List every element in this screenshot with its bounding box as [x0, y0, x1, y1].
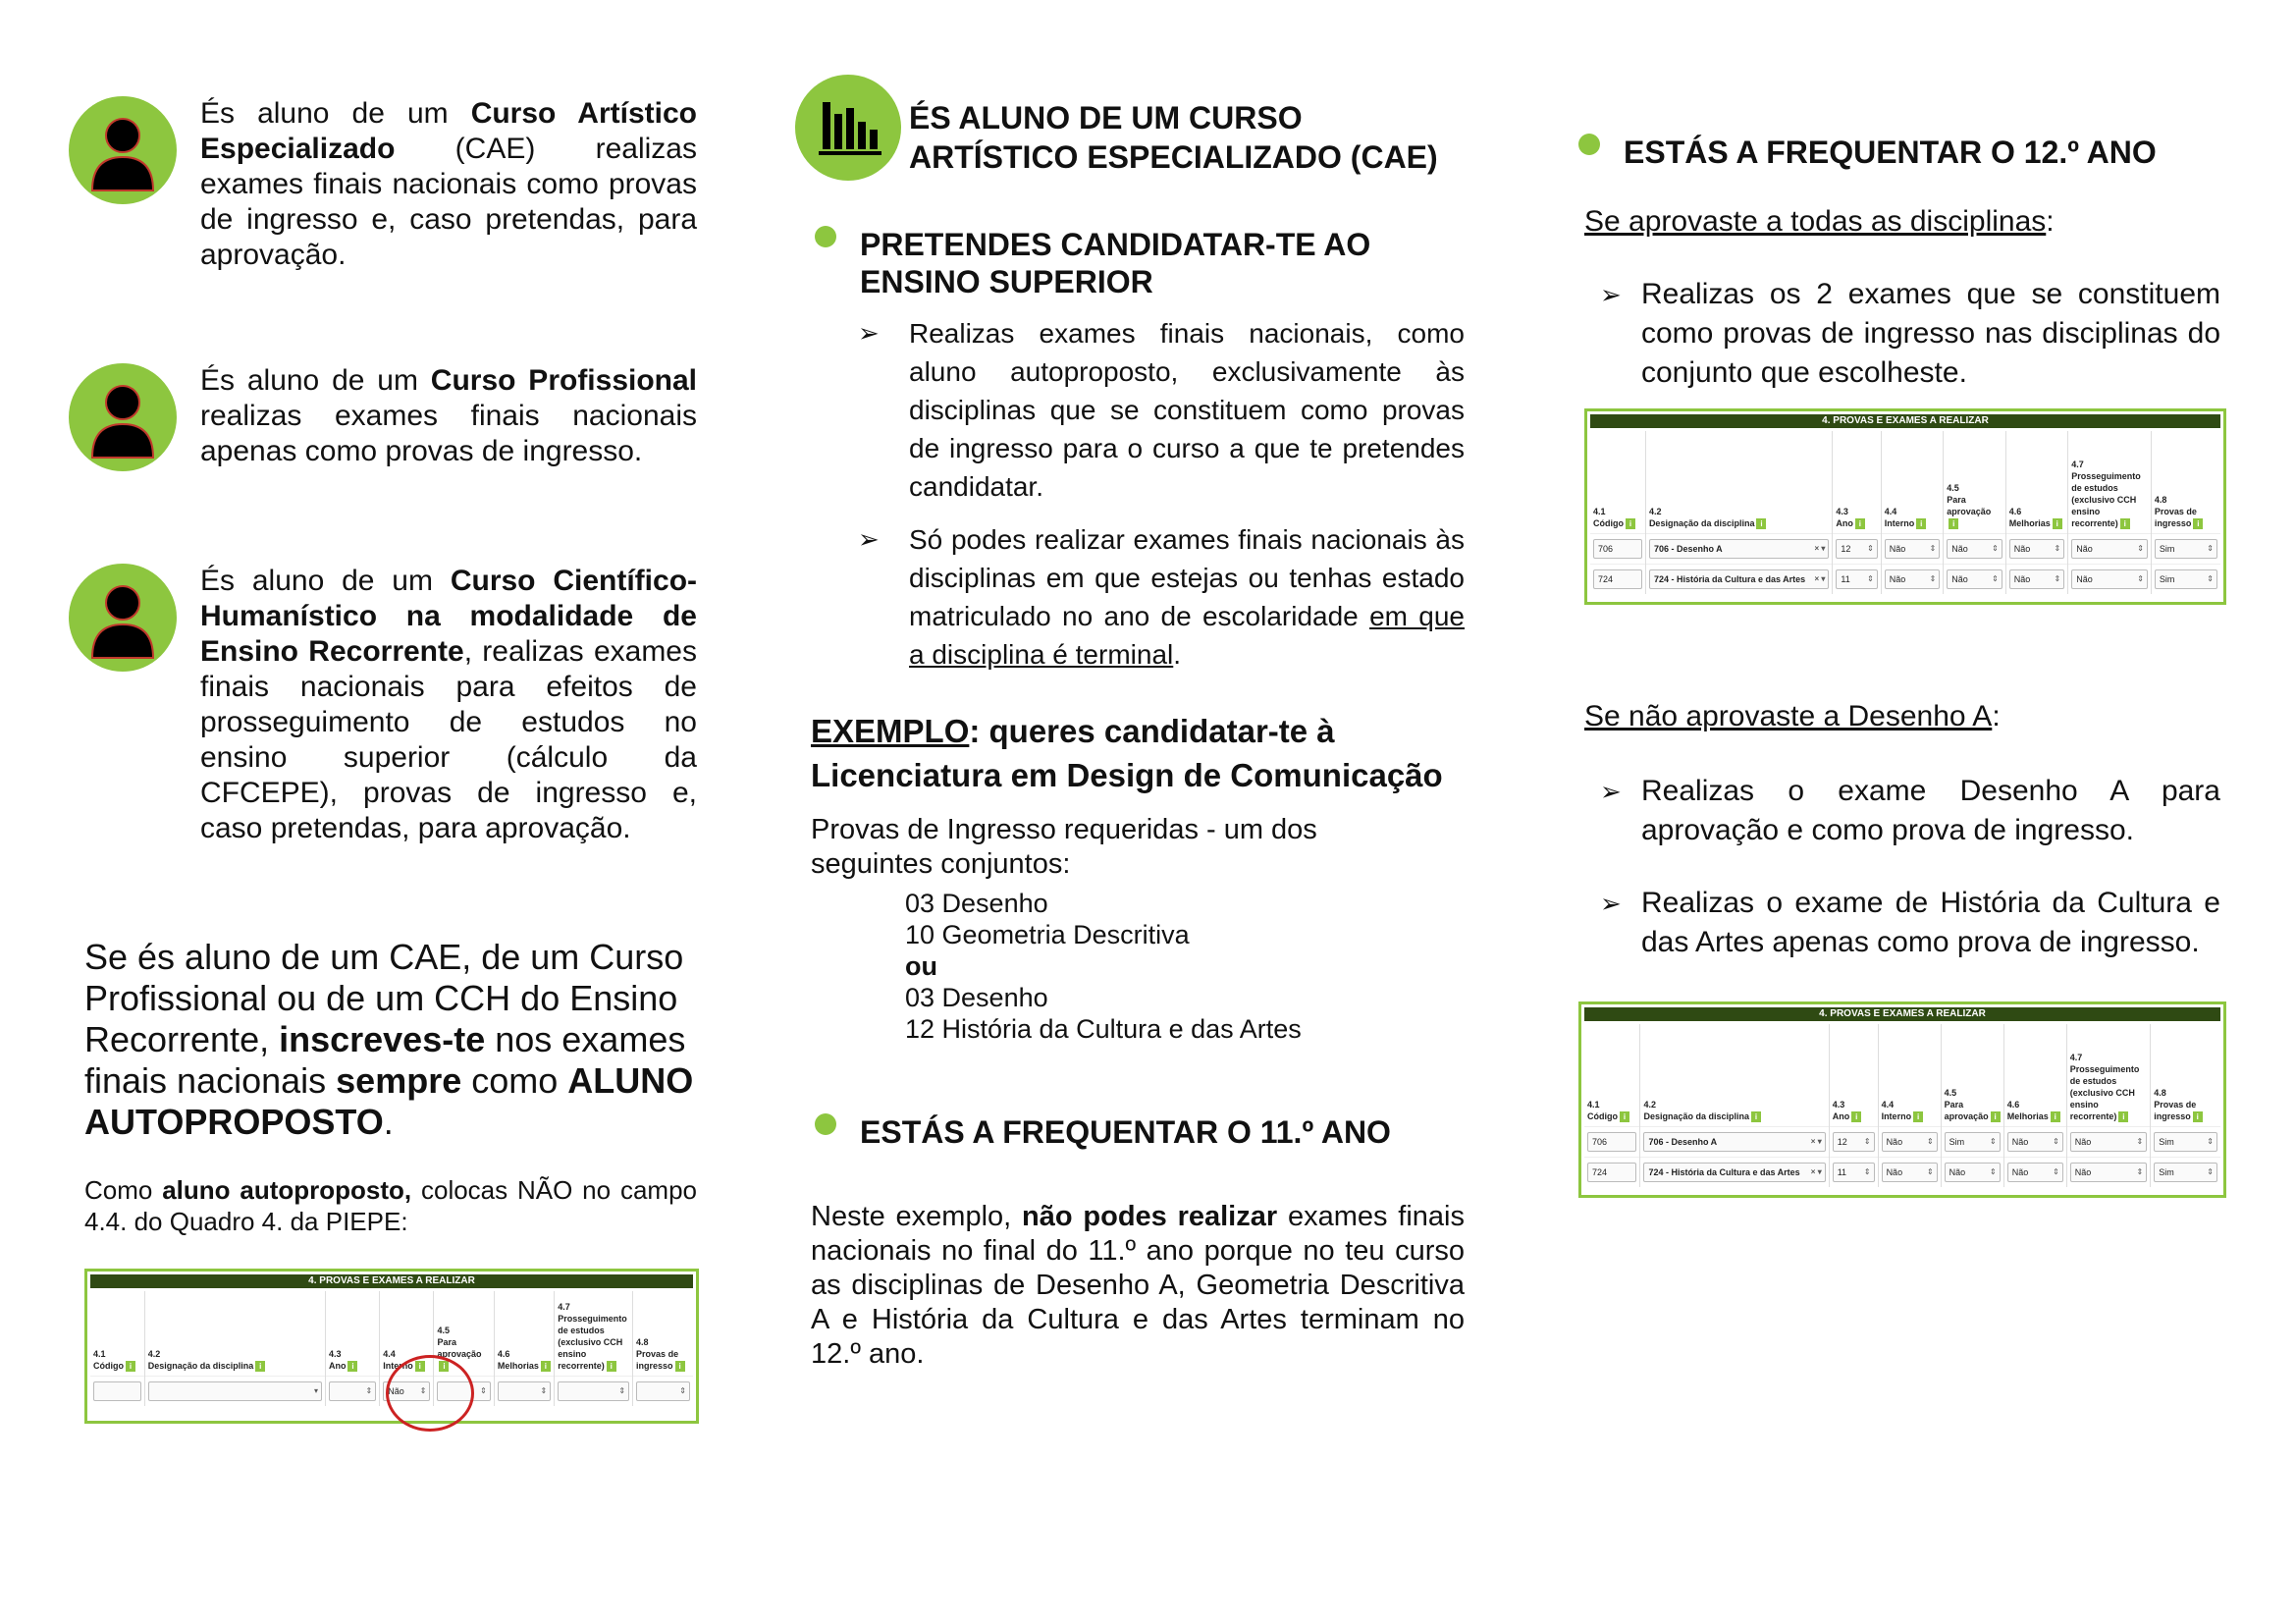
section-heading-12-ano: ESTÁS A FREQUENTAR O 12.º ANO	[1624, 135, 2157, 170]
page-title: ÉS ALUNO DE UM CURSO ARTÍSTICO ESPECIALIZADO (CAE)	[909, 100, 1438, 175]
codigo-field[interactable]: 706	[1593, 539, 1642, 559]
col-header: 4.3 Ano i	[1829, 1024, 1878, 1126]
section-heading-11-ano: ESTÁS A FREQUENTAR O 11.º ANO	[860, 1114, 1391, 1150]
form-title: 4. PROVAS E EXAMES A REALIZAR	[1590, 414, 2220, 428]
ingresso-select[interactable]: Sim ⇕	[2154, 1163, 2217, 1182]
interno-select[interactable]: Não ⇕	[1882, 1132, 1938, 1152]
table-row	[1590, 564, 2220, 594]
piepe-note: Como aluno autoproposto, colocas NÃO no campo 4.4. do Quadro 4. da PIEPE:	[84, 1175, 697, 1236]
prosseguimento-select[interactable]: ⇕	[558, 1381, 629, 1401]
melhorias-select[interactable]: Não ⇕	[2007, 1132, 2063, 1152]
codigo-field[interactable]: 724	[1593, 569, 1642, 589]
col-header: 4.5 Para aprovação i	[1941, 1024, 2003, 1126]
prosseguimento-select[interactable]: Não ⇕	[2071, 539, 2148, 559]
prosseguimento-select[interactable]: Não ⇕	[2070, 1132, 2147, 1152]
option-set-1: 03 Desenho 10 Geometria Descritiva ou 03 Desenho 12 História da Cultura e das Artes	[905, 889, 1302, 1044]
ano-select[interactable]: 12 ⇕	[1833, 1132, 1875, 1152]
ano-select[interactable]: 11 ⇕	[1833, 1163, 1875, 1182]
arrow-bullet-icon: ➢	[1600, 280, 1622, 309]
col-header: 4.5 Para aprovaçãoi	[1944, 431, 2005, 533]
col-header: 4.6 Melhorias i	[494, 1291, 554, 1376]
disciplina-select[interactable]: ▾	[148, 1381, 322, 1401]
melhorias-select[interactable]: ⇕	[498, 1381, 551, 1401]
col-header: 4.8 Provas de ingresso i	[2151, 1024, 2220, 1126]
col-header: 4.7 Prosseguimento de estudos (exclusivo CCH ensino recorrente) i	[2066, 1024, 2150, 1126]
ano-select[interactable]: 11 ⇕	[1836, 569, 1877, 589]
col-header: 4.5 Para aprovaçãoi	[434, 1291, 494, 1376]
bullet-dot-icon	[815, 226, 836, 247]
bullet-dot-icon	[815, 1113, 836, 1135]
col-header: 4.4 Interno i	[1878, 1024, 1941, 1126]
col-header: 4.2 Designação da disciplina i	[1645, 431, 1832, 533]
example-heading: EXEMPLO: queres candidatar-te à Licenciatura em Design de Comunicação	[811, 713, 1443, 793]
profissional-description: És aluno de um Curso Profissional realizas exames finais nacionais apenas como provas de ingresso.	[200, 364, 698, 467]
form-title: 4. PROVAS E EXAMES A REALIZAR	[1584, 1007, 2220, 1021]
col-header: 4.8 Provas de ingresso i	[2151, 431, 2220, 533]
case-heading-aprovaste: Se aprovaste a todas as disciplinas:	[1584, 205, 2055, 238]
ano-select[interactable]: 12 ⇕	[1836, 539, 1877, 559]
case-heading-nao-aprovaste: Se não aprovaste a Desenho A:	[1584, 700, 2001, 732]
codigo-field[interactable]: 724	[1587, 1163, 1636, 1182]
disciplina-select[interactable]: 724 - História da Cultura e das Artes × ▾	[1649, 569, 1829, 589]
bullet-item: ➢ Realizas os 2 exames que se constituem como provas de ingresso nas disciplinas do conjunto que escolheste.	[1641, 275, 2220, 393]
piepe-form-example-3	[1578, 1001, 2226, 1198]
col-header: 4.2 Designação da disciplina i	[144, 1291, 325, 1376]
bar-chart-icon	[795, 75, 901, 181]
col-header: 4.3 Ano i	[1833, 431, 1881, 533]
ingresso-select[interactable]: Sim ⇕	[2155, 569, 2217, 589]
ano-select[interactable]: ⇕	[329, 1381, 376, 1401]
col-header: 4.1 Código i	[90, 1291, 144, 1376]
table-row	[1584, 1126, 2220, 1157]
interno-select[interactable]: Não ⇕	[383, 1381, 430, 1401]
arrow-bullet-icon: ➢	[1600, 889, 1622, 918]
piepe-form-example-2	[1584, 408, 2226, 605]
disciplina-select[interactable]: 706 - Desenho A × ▾	[1649, 539, 1829, 559]
interno-select[interactable]: Não ⇕	[1885, 569, 1940, 589]
col-header: 4.7 Prosseguimento de estudos (exclusivo CCH ensino recorrente) i	[2068, 431, 2152, 533]
disciplina-select[interactable]: 724 - História da Cultura e das Artes × ▾	[1643, 1163, 1825, 1182]
disciplina-select[interactable]: 706 - Desenho A × ▾	[1643, 1132, 1825, 1152]
bullet-item: ➢ Realizas o exame Desenho A para aprovação e como prova de ingresso.	[1641, 772, 2220, 850]
melhorias-select[interactable]: Não ⇕	[2009, 539, 2064, 559]
aprovacao-select[interactable]: Sim ⇕	[1945, 1132, 2001, 1152]
bullet-item: ➢ Só podes realizar exames finais nacionais às disciplinas em que estejas ou tenhas estado matriculado no ano de escolaridade em que a disciplina é terminal.	[909, 520, 1465, 674]
interno-select[interactable]: Não ⇕	[1885, 539, 1940, 559]
bullet-dot-icon	[1578, 134, 1600, 155]
table-row	[1584, 1157, 2220, 1187]
col-header: 4.1 Código i	[1590, 431, 1645, 533]
autoproposto-summary: Se és aluno de um CAE, de um Curso Profissional ou de um CCH do Ensino Recorrente, inscreves-te nos exames finais nacionais sempre como ALUNO AUTOPROPOSTO.	[84, 937, 694, 1142]
cch-description: És aluno de um Curso Científico-Humanístico na modalidade de Ensino Recorrente, realizas exames finais nacionais para efeitos de prosseguimento de estudos no ensino superior (cálculo da CFCEPE), provas de ingresso e, caso pretendas, para aprovação.	[200, 565, 698, 844]
codigo-field[interactable]: 706	[1587, 1132, 1636, 1152]
arrow-bullet-icon: ➢	[858, 318, 880, 348]
arrow-bullet-icon: ➢	[1600, 777, 1622, 806]
melhorias-select[interactable]: Não ⇕	[2007, 1163, 2063, 1182]
table-row	[1590, 533, 2220, 564]
col-header: 4.3 Ano i	[325, 1291, 379, 1376]
melhorias-select[interactable]: Não ⇕	[2009, 569, 2064, 589]
paragraph-11-ano: Neste exemplo, não podes realizar exames finais nacionais no final do 11.º ano porque no teu curso as disciplinas de Desenho A, Geometria Descritiva A e História da Cultura e das Artes terminam no 12.º ano.	[811, 1201, 1465, 1370]
aprovacao-select[interactable]: Não ⇕	[1945, 1163, 2001, 1182]
prosseguimento-select[interactable]: Não ⇕	[2071, 569, 2148, 589]
bullet-item: ➢ Realizas o exame de História da Cultura e das Artes apenas como prova de ingresso.	[1641, 884, 2220, 962]
section-heading-candidatar: PRETENDES CANDIDATAR-TE AO ENSINO SUPERIOR	[860, 227, 1371, 299]
highlight-circle	[386, 1355, 474, 1432]
col-header: 4.8 Provas de ingresso i	[633, 1291, 693, 1376]
form-title: 4. PROVAS E EXAMES A REALIZAR	[90, 1274, 693, 1288]
col-header: 4.7 Prosseguimento de estudos (exclusivo CCH ensino recorrente) i	[555, 1291, 633, 1376]
col-header: 4.2 Designação da disciplina i	[1640, 1024, 1829, 1126]
col-header: 4.6 Melhorias i	[2003, 1024, 2066, 1126]
ingresso-select[interactable]: Sim ⇕	[2155, 539, 2217, 559]
col-header: 4.6 Melhorias i	[2005, 431, 2067, 533]
cae-description: És aluno de um Curso Artístico Especializado (CAE) realizas exames finais nacionais como provas de ingresso e, caso pretendas, para aprovação.	[200, 97, 697, 271]
codigo-field[interactable]	[93, 1381, 141, 1401]
col-header: 4.4 Interno i	[380, 1291, 434, 1376]
provas-intro: Provas de Ingresso requeridas - um dos seguintes conjuntos:	[811, 814, 1317, 880]
interno-select[interactable]: Não ⇕	[1882, 1163, 1938, 1182]
ingresso-select[interactable]: Sim ⇕	[2154, 1132, 2217, 1152]
col-header: 4.4 Interno i	[1881, 431, 1943, 533]
arrow-bullet-icon: ➢	[858, 524, 880, 554]
aprovacao-select[interactable]: Não ⇕	[1947, 569, 2002, 589]
bullet-item: ➢ Realizas exames finais nacionais, como aluno autoproposto, exclusivamente às disciplinas que se constituem como provas de ingresso para o curso a que te pretendes candidatar.	[909, 314, 1465, 506]
ingresso-select[interactable]: ⇕	[636, 1381, 690, 1401]
aprovacao-select[interactable]: ⇕	[437, 1381, 490, 1401]
prosseguimento-select[interactable]: Não ⇕	[2070, 1163, 2147, 1182]
col-header: 4.1 Código i	[1584, 1024, 1640, 1126]
aprovacao-select[interactable]: Não ⇕	[1947, 539, 2002, 559]
